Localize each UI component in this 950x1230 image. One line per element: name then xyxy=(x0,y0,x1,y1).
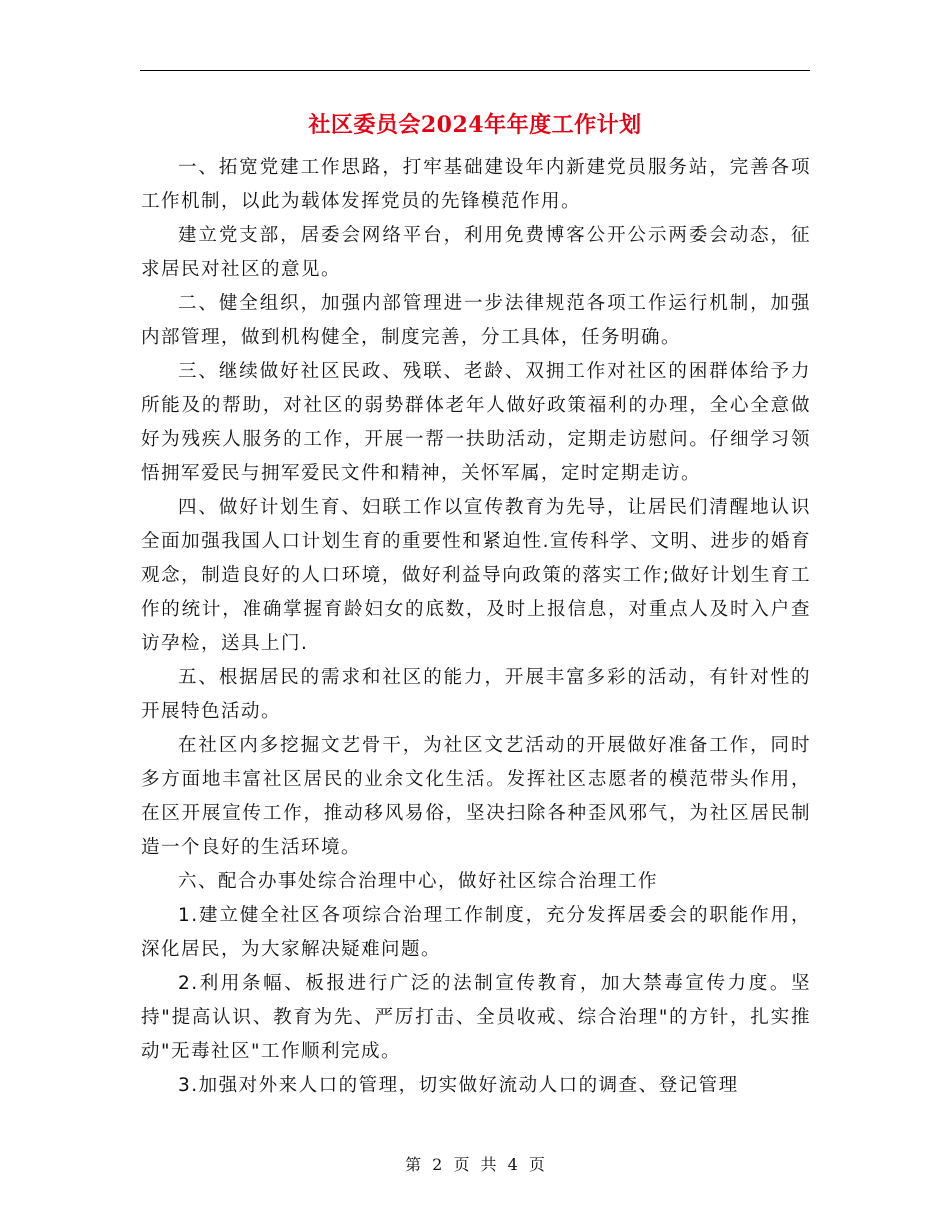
paragraph-10: 2.利用条幅、板报进行广泛的法制宣传教育，加大禁毒宣传力度。坚持"提高认识、教育为先、严厉打击、全员收戒、综合治理"的方针，扎实推动"无毒社区"工作顺利完成。 xyxy=(141,973,811,1062)
paragraph-6: 五、根据居民的需求和社区的能力，开展丰富多彩的活动，有针对性的开展特色活动。 xyxy=(141,667,811,722)
paragraph-7: 在社区内多挖掘文艺骨干，为社区文艺活动的开展做好准备工作，同时多方面地丰富社区居民的业余文化生活。发挥社区志愿者的模范带头作用，在区开展宣传工作，推动移风易俗，坚决扫除各种歪风邪气，为社区居民制造一个良好的生活环境。 xyxy=(141,735,811,858)
paragraph-11: 3.加强对外来人口的管理，切实做好流动人口的调查、登记管理 xyxy=(178,1075,739,1096)
document-title: 社区委员会2024年年度工作计划 xyxy=(308,112,642,138)
paragraph-2: 建立党支部，居委会网络平台，利用免费博客公开公示两委会动态，征求居民对社区的意见。 xyxy=(141,225,811,280)
paragraph-1: 一、拓宽党建工作思路，打牢基础建设年内新建党员服务站，完善各项工作机制，以此为载体发挥党员的先锋模范作用。 xyxy=(141,157,811,212)
page-number: 第 2 页 共 4 页 xyxy=(405,1155,545,1174)
header-rule xyxy=(140,70,810,71)
paragraph-5: 四、做好计划生育、妇联工作以宣传教育为先导，让居民们清醒地认识全面加强我国人口计划生育的重要性和紧迫性.宣传科学、文明、进步的婚育观念，制造良好的人口环境，做好利益导向政策的落实工作;做好计划生育工作的统计，准确掌握育龄妇女的底数，及时上报信息，对重点人及时入户查访孕检，送具上门. xyxy=(141,497,811,654)
paragraph-3: 二、健全组织，加强内部管理进一步法律规范各项工作运行机制，加强内部管理，做到机构健全，制度完善，分工具体，任务明确。 xyxy=(141,293,811,348)
paragraph-4: 三、继续做好社区民政、残联、老龄、双拥工作对社区的困群体给予力所能及的帮助，对社区的弱势群体老年人做好政策福利的办理，全心全意做好为残疾人服务的工作，开展一帮一扶助活动，定期走访慰问。仔细学习领悟拥军爱民与拥军爱民文件和精神，关怀军属，定时定期走访。 xyxy=(141,361,811,484)
paragraph-8: 六、配合办事处综合治理中心，做好社区综合治理工作 xyxy=(178,871,659,892)
document-body xyxy=(141,151,811,1103)
paragraph-9: 1.建立健全社区各项综合治理工作制度，充分发挥居委会的职能作用，深化居民，为大家解决疑难问题。 xyxy=(141,905,811,960)
